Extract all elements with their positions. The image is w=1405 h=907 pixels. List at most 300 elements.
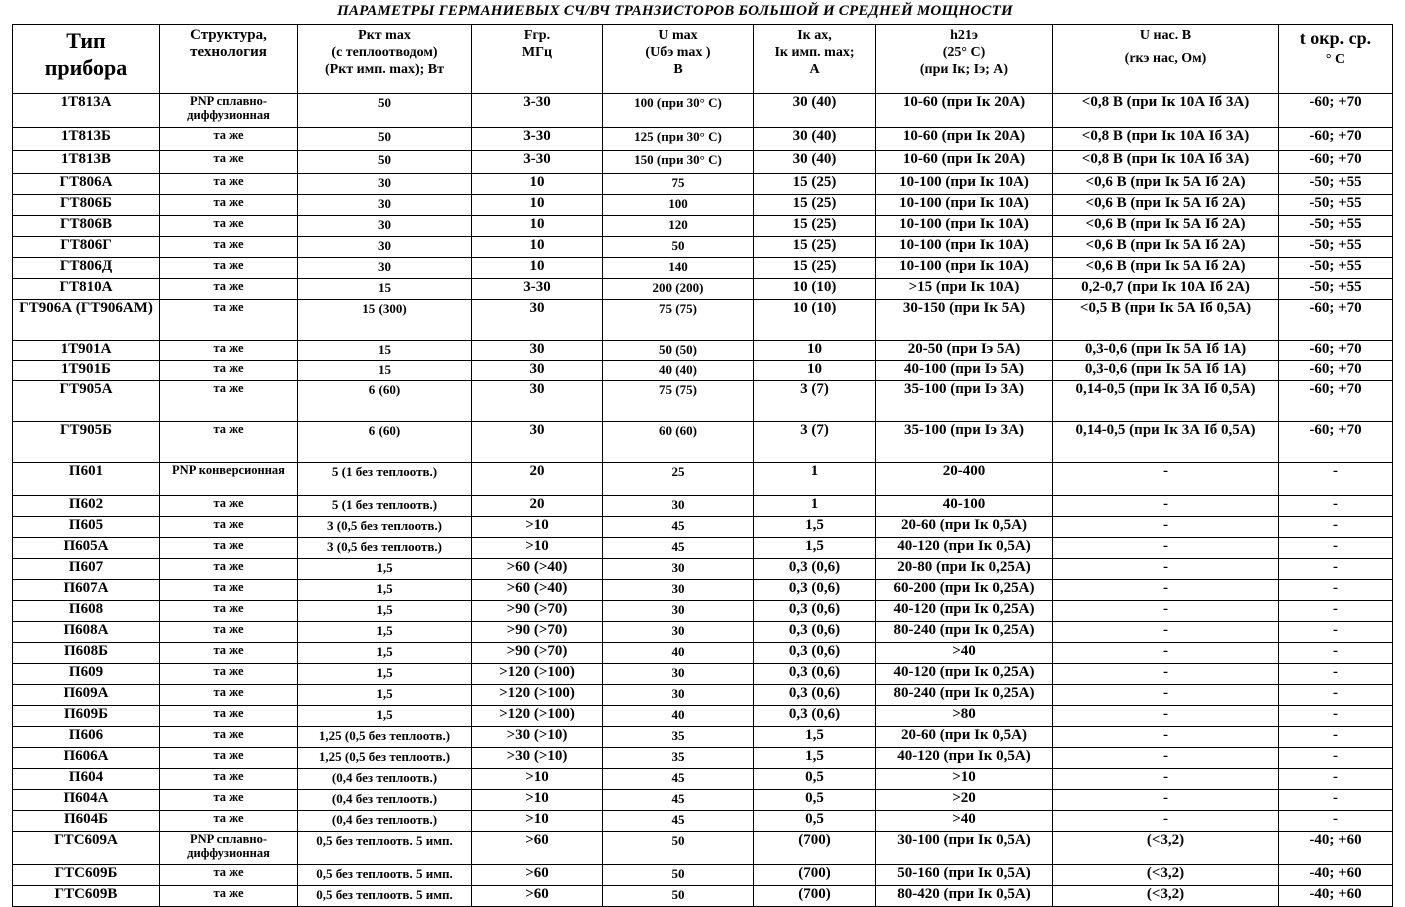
cell-type: 1Т813А (13, 94, 160, 128)
cell-structure: та же (160, 727, 298, 748)
cell-structure: та же (160, 128, 298, 151)
cell-power: 0,5 без теплоотв. 5 имп. (298, 886, 472, 907)
cell-power: 1,5 (298, 622, 472, 643)
cell-type: 1Т901А (13, 341, 160, 361)
cell-saturation: - (1053, 463, 1279, 496)
cell-saturation: - (1053, 643, 1279, 664)
cell-frequency: >60 (472, 865, 603, 886)
cell-temperature: - (1279, 463, 1393, 496)
table-row (13, 769, 1393, 790)
cell-temperature: - (1279, 496, 1393, 517)
cell-temperature: -60; +70 (1279, 381, 1393, 422)
cell-power: 15 (298, 279, 472, 300)
cell-gain: 20-60 (при Iк 0,5А) (876, 727, 1053, 748)
cell-type: П606 (13, 727, 160, 748)
cell-type: П608Б (13, 643, 160, 664)
cell-current: 1,5 (754, 538, 876, 559)
cell-current: 1,5 (754, 748, 876, 769)
cell-saturation: <0,6 В (при Iк 5А Iб 2А) (1053, 237, 1279, 258)
cell-structure: та же (160, 664, 298, 685)
cell-temperature: -50; +55 (1279, 279, 1393, 300)
cell-current: 1 (754, 463, 876, 496)
cell-current: 3 (7) (754, 422, 876, 463)
cell-saturation: - (1053, 580, 1279, 601)
cell-current: 30 (40) (754, 151, 876, 174)
cell-gain: 80-240 (при Iк 0,25А) (876, 622, 1053, 643)
cell-saturation: <0,6 В (при Iк 5А Iб 2А) (1053, 216, 1279, 237)
header-temperature: t окр. ср. ° С (1279, 25, 1393, 94)
cell-gain: >40 (876, 643, 1053, 664)
cell-current: 30 (40) (754, 94, 876, 128)
cell-frequency: 30 (472, 341, 603, 361)
cell-structure: та же (160, 580, 298, 601)
cell-power: 15 (300) (298, 300, 472, 341)
table-row (13, 559, 1393, 580)
cell-power: 30 (298, 216, 472, 237)
cell-temperature: -50; +55 (1279, 216, 1393, 237)
cell-voltage: 45 (603, 517, 754, 538)
cell-structure: та же (160, 538, 298, 559)
cell-temperature: -60; +70 (1279, 422, 1393, 463)
cell-power: 1,5 (298, 559, 472, 580)
cell-structure: та же (160, 496, 298, 517)
cell-frequency: >60 (472, 832, 603, 865)
cell-voltage: 50 (50) (603, 341, 754, 361)
cell-frequency: >120 (>100) (472, 685, 603, 706)
cell-current: 10 (754, 361, 876, 381)
cell-saturation: - (1053, 685, 1279, 706)
cell-voltage: 45 (603, 769, 754, 790)
cell-structure: та же (160, 174, 298, 195)
cell-type: П601 (13, 463, 160, 496)
table-body (13, 94, 1393, 907)
cell-type: 1Т813Б (13, 128, 160, 151)
cell-structure: та же (160, 643, 298, 664)
cell-current: 0,5 (754, 790, 876, 811)
cell-frequency: 30 (472, 361, 603, 381)
cell-voltage: 30 (603, 622, 754, 643)
cell-power: 1,5 (298, 601, 472, 622)
cell-gain: 40-100 (при Iэ 5А) (876, 361, 1053, 381)
cell-type: ГТ806А (13, 174, 160, 195)
cell-saturation: <0,8 В (при Iк 10А Iб 3А) (1053, 151, 1279, 174)
cell-temperature: -50; +55 (1279, 258, 1393, 279)
cell-voltage: 50 (603, 886, 754, 907)
cell-structure: та же (160, 559, 298, 580)
cell-voltage: 50 (603, 237, 754, 258)
cell-gain: 20-60 (при Iк 0,5А) (876, 517, 1053, 538)
cell-power: 15 (298, 341, 472, 361)
cell-structure: PNP сплавно-диффузионная (160, 832, 298, 865)
cell-temperature: -60; +70 (1279, 151, 1393, 174)
cell-type: 1Т901Б (13, 361, 160, 381)
cell-saturation: - (1053, 706, 1279, 727)
cell-voltage: 45 (603, 538, 754, 559)
page-title: ПАРАМЕТРЫ ГЕРМАНИЕВЫХ СЧ/ВЧ ТРАНЗИСТОРОВ БОЛЬШОЙ И СРЕДНЕЙ МОЩНОСТИ (337, 3, 1013, 19)
cell-gain: 40-120 (при Iк 0,5А) (876, 538, 1053, 559)
header-row (13, 25, 1393, 94)
cell-gain: 35-100 (при Iэ 3А) (876, 381, 1053, 422)
table-row (13, 463, 1393, 496)
table-row (13, 128, 1393, 151)
cell-current: 0,3 (0,6) (754, 664, 876, 685)
table-row (13, 865, 1393, 886)
cell-voltage: 100 (при 30° С) (603, 94, 754, 128)
cell-structure: та же (160, 811, 298, 832)
cell-type: 1Т813В (13, 151, 160, 174)
cell-temperature: - (1279, 538, 1393, 559)
table-row (13, 685, 1393, 706)
cell-temperature: -60; +70 (1279, 128, 1393, 151)
cell-voltage: 25 (603, 463, 754, 496)
cell-saturation: <0,5 В (при Iк 5А Iб 0,5А) (1053, 300, 1279, 341)
cell-current: 0,3 (0,6) (754, 622, 876, 643)
cell-type: П609 (13, 664, 160, 685)
cell-saturation: - (1053, 622, 1279, 643)
cell-frequency: 10 (472, 195, 603, 216)
cell-type: ГТ806В (13, 216, 160, 237)
cell-type: ГТС609Б (13, 865, 160, 886)
cell-power: (0,4 без теплоотв.) (298, 811, 472, 832)
cell-power: 1,25 (0,5 без теплоотв.) (298, 748, 472, 769)
cell-power: 50 (298, 151, 472, 174)
cell-gain: 10-60 (при Iк 20А) (876, 94, 1053, 128)
cell-structure: та же (160, 769, 298, 790)
cell-structure: та же (160, 258, 298, 279)
table-row (13, 94, 1393, 128)
table-row (13, 727, 1393, 748)
table-row (13, 622, 1393, 643)
cell-gain: 10-100 (при Iк 10А) (876, 216, 1053, 237)
cell-type: П602 (13, 496, 160, 517)
cell-type: ГТС609А (13, 832, 160, 865)
cell-voltage: 30 (603, 496, 754, 517)
cell-temperature: -60; +70 (1279, 341, 1393, 361)
cell-type: ГТ810А (13, 279, 160, 300)
cell-current: 10 (10) (754, 300, 876, 341)
cell-power: 15 (298, 361, 472, 381)
cell-voltage: 30 (603, 559, 754, 580)
cell-power: 5 (1 без теплоотв.) (298, 496, 472, 517)
cell-type: ГТС609В (13, 886, 160, 907)
table-row (13, 151, 1393, 174)
cell-frequency: >10 (472, 517, 603, 538)
cell-frequency: >60 (>40) (472, 580, 603, 601)
cell-saturation: - (1053, 748, 1279, 769)
cell-temperature: - (1279, 601, 1393, 622)
table-row (13, 341, 1393, 361)
cell-voltage: 200 (200) (603, 279, 754, 300)
cell-current: 10 (10) (754, 279, 876, 300)
cell-power: 30 (298, 237, 472, 258)
header-gain: h21э (25° С) (при Iк; Iэ; А) (876, 25, 1053, 94)
table-row (13, 601, 1393, 622)
cell-temperature: -40; +60 (1279, 865, 1393, 886)
table-row (13, 279, 1393, 300)
cell-voltage: 50 (603, 832, 754, 865)
cell-frequency: >90 (>70) (472, 601, 603, 622)
cell-frequency: 3-30 (472, 128, 603, 151)
cell-gain: >10 (876, 769, 1053, 790)
cell-voltage: 40 (40) (603, 361, 754, 381)
cell-saturation: - (1053, 538, 1279, 559)
cell-gain: >20 (876, 790, 1053, 811)
cell-saturation: 0,3-0,6 (при Iк 5А Iб 1А) (1053, 341, 1279, 361)
cell-power: 30 (298, 195, 472, 216)
cell-frequency: >60 (>40) (472, 559, 603, 580)
cell-current: 0,3 (0,6) (754, 559, 876, 580)
cell-saturation: - (1053, 517, 1279, 538)
cell-current: 15 (25) (754, 258, 876, 279)
cell-saturation: - (1053, 559, 1279, 580)
cell-type: П604 (13, 769, 160, 790)
cell-temperature: -50; +55 (1279, 237, 1393, 258)
cell-frequency: >120 (>100) (472, 664, 603, 685)
cell-frequency: >10 (472, 769, 603, 790)
cell-power: 6 (60) (298, 381, 472, 422)
cell-structure: та же (160, 279, 298, 300)
cell-saturation: - (1053, 727, 1279, 748)
cell-type: П604А (13, 790, 160, 811)
cell-saturation: - (1053, 601, 1279, 622)
cell-temperature: - (1279, 811, 1393, 832)
cell-type: ГТ806Г (13, 237, 160, 258)
cell-current: 0,5 (754, 769, 876, 790)
cell-current: 1,5 (754, 517, 876, 538)
cell-frequency: >90 (>70) (472, 643, 603, 664)
cell-current: 10 (754, 341, 876, 361)
cell-structure: та же (160, 706, 298, 727)
table-row (13, 538, 1393, 559)
table-row (13, 361, 1393, 381)
cell-voltage: 150 (при 30° С) (603, 151, 754, 174)
cell-gain: 40-120 (при Iк 0,25А) (876, 664, 1053, 685)
cell-gain: 10-60 (при Iк 20А) (876, 128, 1053, 151)
cell-structure: та же (160, 790, 298, 811)
table-row (13, 811, 1393, 832)
cell-temperature: -60; +70 (1279, 361, 1393, 381)
cell-type: ГТ906А (ГТ906АМ) (13, 300, 160, 341)
cell-voltage: 30 (603, 664, 754, 685)
cell-saturation: - (1053, 790, 1279, 811)
cell-frequency: >120 (>100) (472, 706, 603, 727)
cell-voltage: 100 (603, 195, 754, 216)
cell-saturation: (<3,2) (1053, 886, 1279, 907)
cell-saturation: <0,8 В (при Iк 10А Iб 3А) (1053, 94, 1279, 128)
cell-temperature: - (1279, 685, 1393, 706)
cell-gain: 10-100 (при Iк 10А) (876, 237, 1053, 258)
cell-gain: 80-420 (при Iк 0,5А) (876, 886, 1053, 907)
cell-power: 1,5 (298, 706, 472, 727)
cell-power: (0,4 без теплоотв.) (298, 769, 472, 790)
cell-gain: 80-240 (при Iк 0,25А) (876, 685, 1053, 706)
cell-temperature: - (1279, 727, 1393, 748)
cell-temperature: - (1279, 559, 1393, 580)
cell-saturation: 0,3-0,6 (при Iк 5А Iб 1А) (1053, 361, 1279, 381)
cell-voltage: 45 (603, 790, 754, 811)
cell-saturation: - (1053, 769, 1279, 790)
cell-saturation: 0,14-0,5 (при Iк 3А Iб 0,5А) (1053, 422, 1279, 463)
cell-frequency: >10 (472, 811, 603, 832)
cell-power: (0,4 без теплоотв.) (298, 790, 472, 811)
cell-voltage: 30 (603, 580, 754, 601)
cell-saturation: - (1053, 496, 1279, 517)
cell-temperature: - (1279, 622, 1393, 643)
cell-power: 5 (1 без теплоотв.) (298, 463, 472, 496)
cell-temperature: - (1279, 517, 1393, 538)
cell-voltage: 40 (603, 706, 754, 727)
cell-voltage: 60 (60) (603, 422, 754, 463)
table-row (13, 664, 1393, 685)
cell-voltage: 75 (75) (603, 381, 754, 422)
cell-voltage: 45 (603, 811, 754, 832)
cell-gain: 10-100 (при Iк 10А) (876, 195, 1053, 216)
cell-structure: PNP конверсионная (160, 463, 298, 496)
cell-saturation: 0,14-0,5 (при Iк 3А Iб 0,5А) (1053, 381, 1279, 422)
cell-structure: та же (160, 195, 298, 216)
cell-frequency: 30 (472, 422, 603, 463)
cell-frequency: >90 (>70) (472, 622, 603, 643)
header-voltage: U max (Uбэ max ) В (603, 25, 754, 94)
cell-type: П607А (13, 580, 160, 601)
cell-power: 50 (298, 128, 472, 151)
cell-current: 0,3 (0,6) (754, 643, 876, 664)
table-row (13, 643, 1393, 664)
table-row (13, 832, 1393, 865)
cell-power: 3 (0,5 без теплоотв.) (298, 538, 472, 559)
cell-gain: 40-100 (876, 496, 1053, 517)
header-power: Ркт max (с теплоотводом) (Ркт имп. max); Вт (298, 25, 472, 94)
cell-gain: 10-100 (при Iк 10А) (876, 258, 1053, 279)
cell-saturation: - (1053, 811, 1279, 832)
cell-structure: та же (160, 381, 298, 422)
cell-gain: 50-160 (при Iк 0,5А) (876, 865, 1053, 886)
cell-type: П607 (13, 559, 160, 580)
cell-frequency: 3-30 (472, 151, 603, 174)
cell-temperature: -40; +60 (1279, 886, 1393, 907)
cell-current: 15 (25) (754, 195, 876, 216)
cell-gain: 20-400 (876, 463, 1053, 496)
cell-structure: та же (160, 886, 298, 907)
cell-gain: 30-150 (при Iк 5А) (876, 300, 1053, 341)
cell-temperature: -60; +70 (1279, 300, 1393, 341)
cell-current: 0,3 (0,6) (754, 685, 876, 706)
cell-current: 15 (25) (754, 216, 876, 237)
cell-type: П605 (13, 517, 160, 538)
table-row (13, 706, 1393, 727)
cell-saturation: (<3,2) (1053, 865, 1279, 886)
table-row (13, 237, 1393, 258)
cell-structure: PNP сплавно-диффузионная (160, 94, 298, 128)
cell-voltage: 35 (603, 727, 754, 748)
cell-current: 3 (7) (754, 381, 876, 422)
cell-saturation: 0,2-0,7 (при Iк 10А Iб 2А) (1053, 279, 1279, 300)
cell-temperature: -50; +55 (1279, 195, 1393, 216)
cell-structure: та же (160, 361, 298, 381)
cell-saturation: <0,6 В (при Iк 5А Iб 2А) (1053, 258, 1279, 279)
transistor-table (12, 24, 1393, 907)
cell-gain: 10-100 (при Iк 10А) (876, 174, 1053, 195)
cell-gain: >80 (876, 706, 1053, 727)
cell-frequency: 3-30 (472, 94, 603, 128)
cell-saturation: <0,6 В (при Iк 5А Iб 2А) (1053, 174, 1279, 195)
header-frequency: Fгр. МГц (472, 25, 603, 94)
cell-current: 1 (754, 496, 876, 517)
cell-frequency: 10 (472, 216, 603, 237)
cell-frequency: 20 (472, 496, 603, 517)
cell-voltage: 30 (603, 685, 754, 706)
cell-gain: 20-80 (при Iк 0,25А) (876, 559, 1053, 580)
cell-saturation: <0,8 В (при Iк 10А Iб 3А) (1053, 128, 1279, 151)
cell-temperature: - (1279, 664, 1393, 685)
cell-frequency: 30 (472, 300, 603, 341)
table-row (13, 790, 1393, 811)
cell-temperature: - (1279, 748, 1393, 769)
cell-power: 50 (298, 94, 472, 128)
header-structure: Структура, технология (160, 25, 298, 94)
cell-structure: та же (160, 601, 298, 622)
cell-frequency: 3-30 (472, 279, 603, 300)
table-row (13, 886, 1393, 907)
cell-current: (700) (754, 865, 876, 886)
cell-saturation: (<3,2) (1053, 832, 1279, 865)
cell-type: П608А (13, 622, 160, 643)
table-row (13, 300, 1393, 341)
header-saturation: U нас. В (rкэ нас, Ом) (1053, 25, 1279, 94)
cell-voltage: 50 (603, 865, 754, 886)
cell-temperature: - (1279, 643, 1393, 664)
cell-power: 6 (60) (298, 422, 472, 463)
cell-gain: 40-120 (при Iк 0,5А) (876, 748, 1053, 769)
cell-voltage: 35 (603, 748, 754, 769)
table-row (13, 580, 1393, 601)
cell-voltage: 140 (603, 258, 754, 279)
cell-power: 1,25 (0,5 без теплоотв.) (298, 727, 472, 748)
cell-saturation: <0,6 В (при Iк 5А Iб 2А) (1053, 195, 1279, 216)
cell-current: 30 (40) (754, 128, 876, 151)
cell-structure: та же (160, 341, 298, 361)
cell-structure: та же (160, 151, 298, 174)
cell-frequency: 10 (472, 174, 603, 195)
cell-current: 0,5 (754, 811, 876, 832)
cell-current: 15 (25) (754, 174, 876, 195)
cell-frequency: 10 (472, 258, 603, 279)
cell-voltage: 120 (603, 216, 754, 237)
cell-type: П605А (13, 538, 160, 559)
cell-type: П609Б (13, 706, 160, 727)
table-row (13, 258, 1393, 279)
cell-frequency: >10 (472, 538, 603, 559)
cell-structure: та же (160, 422, 298, 463)
table-row (13, 496, 1393, 517)
cell-structure: та же (160, 622, 298, 643)
table-row (13, 422, 1393, 463)
cell-current: 0,3 (0,6) (754, 580, 876, 601)
cell-type: ГТ905Б (13, 422, 160, 463)
header-type: Тип прибора (13, 25, 160, 94)
cell-frequency: >60 (472, 886, 603, 907)
cell-structure: та же (160, 300, 298, 341)
cell-temperature: -50; +55 (1279, 174, 1393, 195)
cell-gain: >40 (876, 811, 1053, 832)
cell-temperature: -60; +70 (1279, 94, 1393, 128)
cell-voltage: 75 (603, 174, 754, 195)
cell-current: 15 (25) (754, 237, 876, 258)
cell-gain: 40-120 (при Iк 0,25А) (876, 601, 1053, 622)
table-row (13, 195, 1393, 216)
cell-power: 3 (0,5 без теплоотв.) (298, 517, 472, 538)
cell-power: 1,5 (298, 580, 472, 601)
